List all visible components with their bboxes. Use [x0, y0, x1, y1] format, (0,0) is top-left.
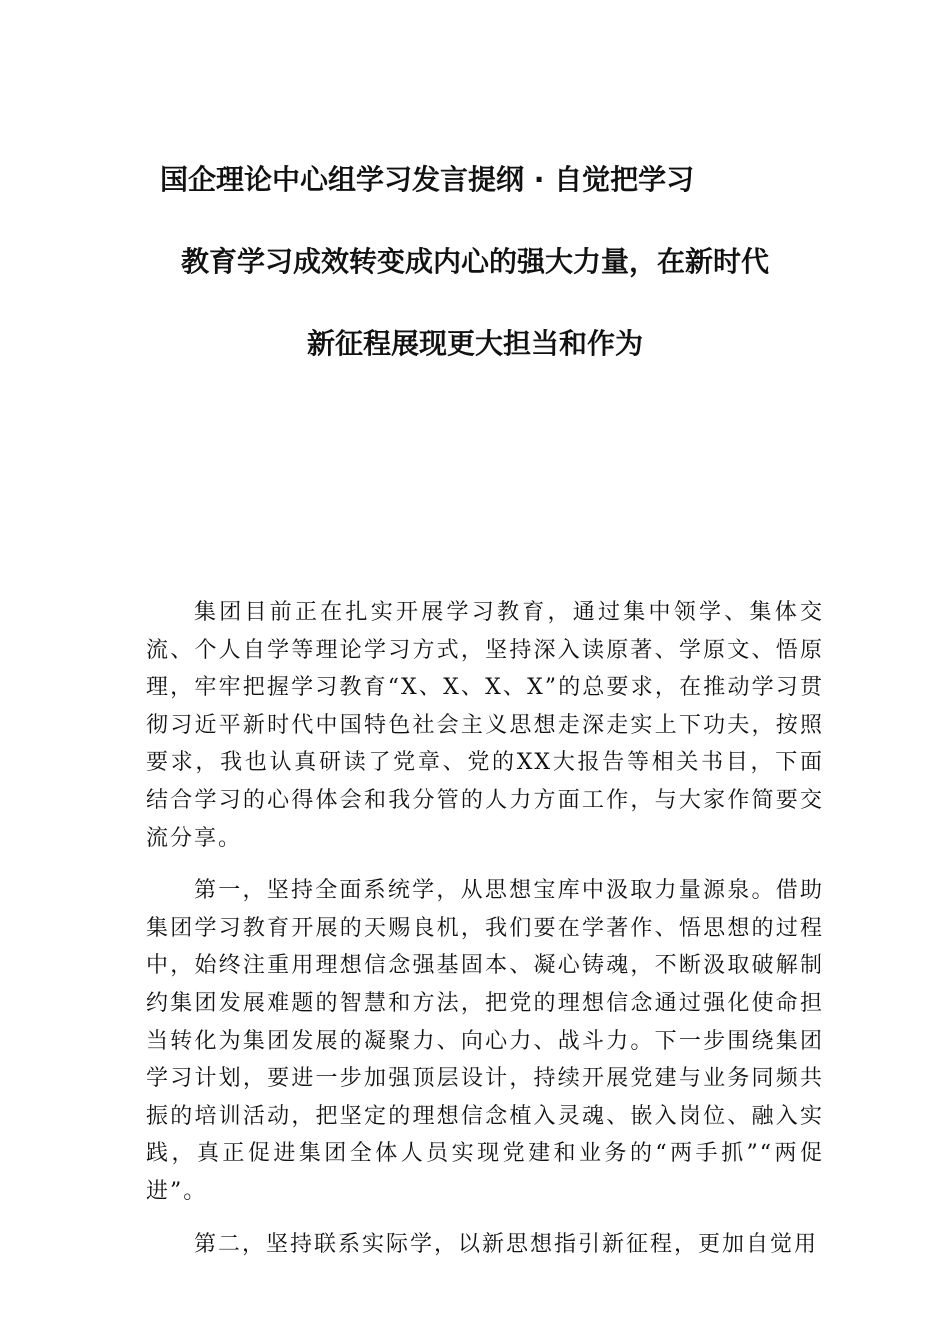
paragraph-second-point: 第二，坚持联系实际学，以新思想指引新征程，更加自觉用 [194, 1231, 819, 1257]
title-line-2: 教育学习成效转变成内心的强大力量，在新时代 [180, 245, 769, 278]
paragraph-first-point: 第一，坚持全面系统学，从思想宝库中汲取力量源泉。借助集团学习教育开展的天赐良机，我们要在学著作、悟思想的过程中，始终注重用理想信念强基固本、凝心铸魂，不断汲取破解制约集团发展难题的智慧和方法，把党的理想信念通过强化使命担当转化为集团发展的凝聚力、向心力、战斗力。下一步围绕集团学习计划，要进一步加强顶层设计，持续开展党建与业务同频共振的培训活动，把坚定的理想信念植入灵魂、嵌入岗位、融入实践，真正促进集团全体人员实现党建和业务的“两手抓”“两促进”。 [146, 878, 824, 1204]
document-title [140, 160, 810, 406]
title-line-1: 国企理论中心组学习发言提纲 · 自觉把学习 [160, 163, 695, 196]
document-body [146, 594, 824, 1278]
title-line-3: 新征程展现更大担当和作为 [306, 327, 643, 360]
paragraph-intro: 集团目前正在扎实开展学习教育，通过集中领学、集体交流、个人自学等理论学习方式，坚持深入读原著、学原文、悟原理，牢牢把握学习教育“X、X、X、X”的总要求，在推动学习贯彻习近平新时代中国特色社会主义思想走深走实上下功夫，按照要求，我也认真研读了党章、党的XX大报告等相关书目，下面结合学习的心得体会和我分管的人力方面工作，与大家作简要交流分享。 [146, 600, 824, 851]
